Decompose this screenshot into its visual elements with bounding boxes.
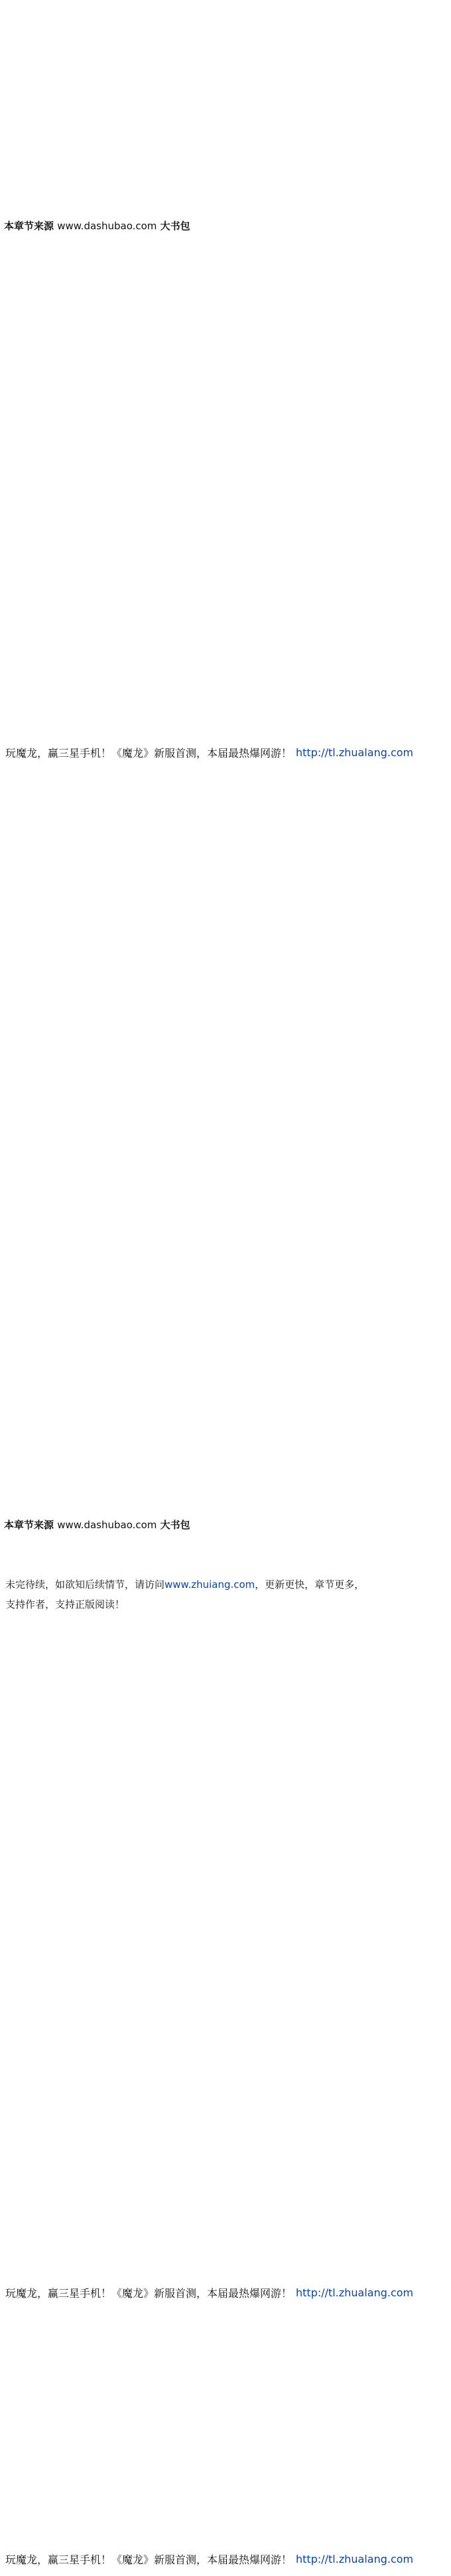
paragraph — [17, 2204, 434, 2228]
notice-link[interactable]: www.zhuiang.com — [164, 1579, 255, 1591]
ad-banner-text: 玩魔龙，赢三星手机！《魔龙》新服首测，本届最热爆网游！ — [5, 2553, 292, 2566]
continuation-notice — [0, 1575, 451, 1614]
paragraph — [17, 872, 434, 952]
paragraph — [17, 689, 434, 730]
ad-banner-text: 玩魔龙，赢三星手机！《魔龙》新服首测，本届最热爆网游！ — [5, 2286, 292, 2300]
ad-banner — [0, 2277, 451, 2308]
paragraph — [17, 840, 434, 864]
paragraph — [17, 567, 434, 684]
paragraph — [17, 2088, 434, 2111]
ad-banner-link[interactable]: http://tl.zhualang.com — [296, 746, 414, 759]
paragraph — [17, 1954, 434, 2033]
source-line — [4, 219, 190, 233]
paragraph — [17, 1621, 434, 1775]
paragraph — [17, 1868, 434, 1947]
source-label: 本章节来源 — [4, 1519, 54, 1531]
paragraph — [17, 1092, 434, 1209]
paragraph — [17, 1283, 434, 1344]
ad-banner-text: 玩魔龙，赢三星手机！《魔龙》新服首测，本届最热爆网游！ — [5, 746, 292, 759]
paragraph — [17, 2235, 434, 2276]
paragraph — [17, 1215, 434, 1276]
paragraph — [17, 2040, 434, 2081]
notice-text: 未完待续，如欲知后续情节，请访问 — [5, 1579, 165, 1591]
notice-text-tail: ，更新更快，章节更多， — [255, 1579, 365, 1591]
paragraph — [17, 1781, 434, 1861]
source-line — [4, 1518, 190, 1532]
ad-banner-link[interactable]: http://tl.zhualang.com — [296, 2552, 414, 2565]
paragraph — [17, 233, 434, 440]
ad-banner — [0, 737, 451, 767]
paragraph — [17, 958, 434, 1084]
paragraph — [17, 174, 434, 215]
notice-support-text: 支持作者，支持正版阅读！ — [5, 1598, 125, 1610]
ad-banner-link[interactable]: http://tl.zhualang.com — [296, 2286, 414, 2299]
ad-banner — [0, 2544, 451, 2574]
paragraph — [17, 1352, 434, 1506]
source-suffix: 大书包 — [160, 1519, 190, 1531]
paragraph — [17, 1531, 434, 1572]
paragraph — [17, 2312, 434, 2537]
paragraph — [17, 1, 434, 168]
paragraph — [17, 773, 434, 834]
source-url: www.dashubao.com — [57, 220, 157, 232]
paragraph — [17, 445, 434, 562]
source-label: 本章节来源 — [4, 220, 54, 232]
paragraph — [17, 2118, 434, 2198]
source-url: www.dashubao.com — [57, 1519, 157, 1531]
source-suffix: 大书包 — [160, 220, 190, 232]
